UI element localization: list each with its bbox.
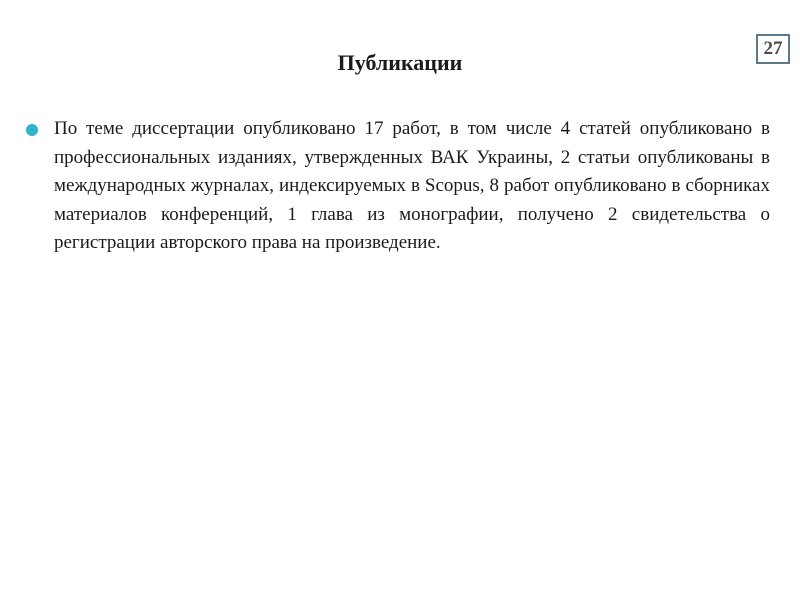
slide-number-badge: 27 <box>756 34 790 64</box>
slide-title: Публикации <box>337 50 463 75</box>
bullet-dot-icon <box>26 124 38 136</box>
bullet-list-item <box>26 115 770 258</box>
bullet-text: По теме диссертации опубликовано 17 работ, в том числе 4 статей опубликовано в профессиональных изданиях, утвержденных ВАК Украины, 2 статьи опубликованы в международных журналах, индексируемых в Scopus, 8 работ опубликовано в сборниках материалов конференций, 1 глава из монографии, получено 2 свидетельства о регистрации авторского права на произведение. <box>54 118 770 253</box>
